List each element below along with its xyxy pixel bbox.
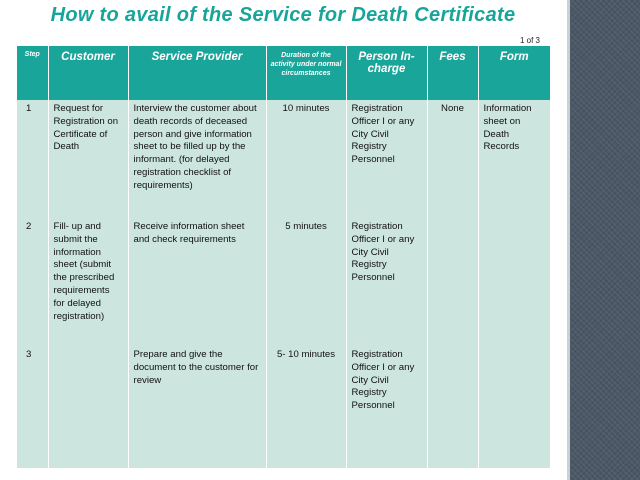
duration-cell: 5- 10 minutes xyxy=(266,346,346,468)
form-cell: Information sheet on Death Records xyxy=(478,100,550,218)
form-cell xyxy=(478,346,550,468)
form-cell xyxy=(478,218,550,346)
fees-cell xyxy=(427,218,478,346)
provider-cell: Interview the customer about death records of deceased person and give information sheet to be filled up by the informant. (for delayed registration checklist of requirements) xyxy=(128,100,266,218)
step-cell: 2 xyxy=(17,218,48,346)
person-cell: Registration Officer I or any City Civil Registry Personnel xyxy=(346,346,427,468)
provider-cell: Prepare and give the document to the customer for review xyxy=(128,346,266,468)
service-table xyxy=(17,46,550,468)
table-row xyxy=(17,346,550,468)
fees-cell: None xyxy=(427,100,478,218)
header-duration: Duration of the activity under normal circumstances xyxy=(266,46,346,100)
person-cell: Registration Officer I or any City Civil Registry Personnel xyxy=(346,218,427,346)
page-number: 1 of 3 xyxy=(519,36,540,45)
header-step: Step xyxy=(17,46,48,100)
side-decorative-panel xyxy=(570,0,640,480)
duration-cell: 10 minutes xyxy=(266,100,346,218)
provider-cell: Receive information sheet and check requirements xyxy=(128,218,266,346)
person-cell: Registration Officer I or any City Civil Registry Personnel xyxy=(346,100,427,218)
step-cell: 1 xyxy=(17,100,48,218)
customer-cell: Request for Registration on Certificate of Death xyxy=(48,100,128,218)
duration-cell: 5 minutes xyxy=(266,218,346,346)
customer-cell: Fill- up and submit the information sheet (submit the prescribed requirements for delayed registration) xyxy=(48,218,128,346)
table-row xyxy=(17,100,550,218)
header-fees: Fees xyxy=(427,46,478,100)
fees-cell xyxy=(427,346,478,468)
table-row xyxy=(17,218,550,346)
header-person-in-charge: Person In-charge xyxy=(346,46,427,100)
slide-title: How to avail of the Service for Death Certificate xyxy=(50,4,516,26)
table-header-row xyxy=(17,46,550,100)
step-cell: 3 xyxy=(17,346,48,468)
header-service-provider: Service Provider xyxy=(128,46,266,100)
customer-cell xyxy=(48,346,128,468)
header-form: Form xyxy=(478,46,550,100)
header-customer: Customer xyxy=(48,46,128,100)
